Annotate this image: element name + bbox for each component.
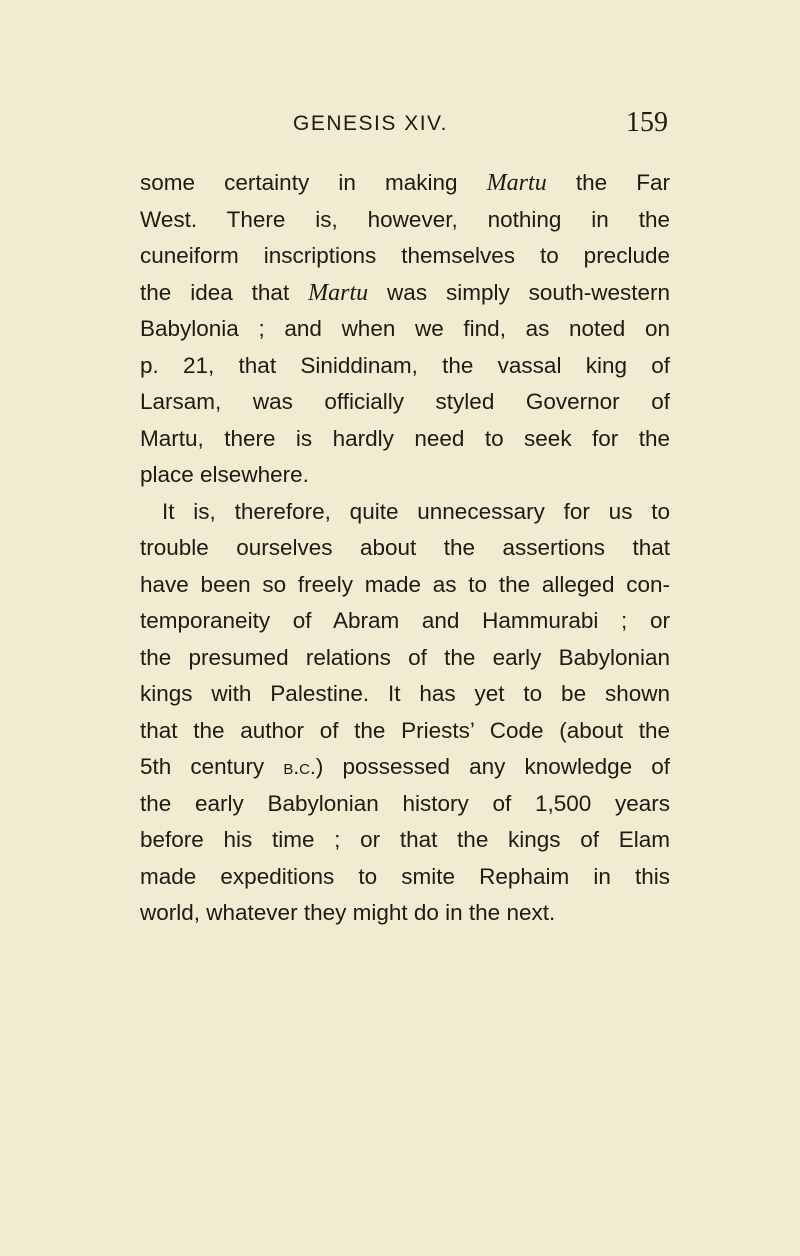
small-caps-abbreviation: b.c. [283, 756, 316, 779]
text-line: cuneiform inscriptions themselves to preclude [140, 243, 670, 268]
italic-term: Martu [486, 170, 547, 196]
text-line: made expeditions to smite Rephaim in this [140, 863, 670, 889]
text-line: trouble ourselves about the assertions that [140, 535, 670, 560]
text-line: p. 21, that Siniddinam, the vassal king of [140, 352, 670, 378]
text-line: Martu, there is hardly need to seek for the [140, 425, 670, 451]
text-line: Babylonia ; and when we find, as noted on [140, 316, 670, 341]
running-title: GENESIS XIV. [293, 112, 448, 135]
page-number: 159 [626, 107, 668, 138]
text-line: temporaneity of Abram and Hammurabi ; or [140, 608, 670, 633]
text-line: West. There is, however, nothing in the [140, 206, 670, 232]
text-line: some certainty in making Martu the Far [140, 170, 671, 196]
text-line: kings with Palestine. It has yet to be shown [140, 681, 670, 706]
text-line: 5th century b.c.) possessed any knowledge of [140, 754, 670, 779]
italic-term: Martu [308, 279, 369, 306]
text-line: the presumed relations of the early Babylonian [140, 644, 670, 670]
text-line: the early Babylonian history of 1,500 years [140, 790, 670, 816]
text-line: that the author of the Priests’ Code (about the [140, 717, 670, 743]
text-line: place elsewhere. [140, 462, 309, 487]
text-line: before his time ; or that the kings of Elam [140, 827, 670, 852]
text-line: It is, therefore, quite unnecessary for us to [162, 498, 670, 524]
text-line: the idea that Martu was simply south-western [140, 279, 670, 306]
running-head [0, 108, 800, 142]
text-line: world, whatever they might do in the next. [140, 900, 556, 925]
text-line: have been so freely made as to the alleged con- [140, 571, 670, 597]
text-line: Larsam, was officially styled Governor of [140, 389, 670, 414]
body-text [140, 165, 670, 932]
